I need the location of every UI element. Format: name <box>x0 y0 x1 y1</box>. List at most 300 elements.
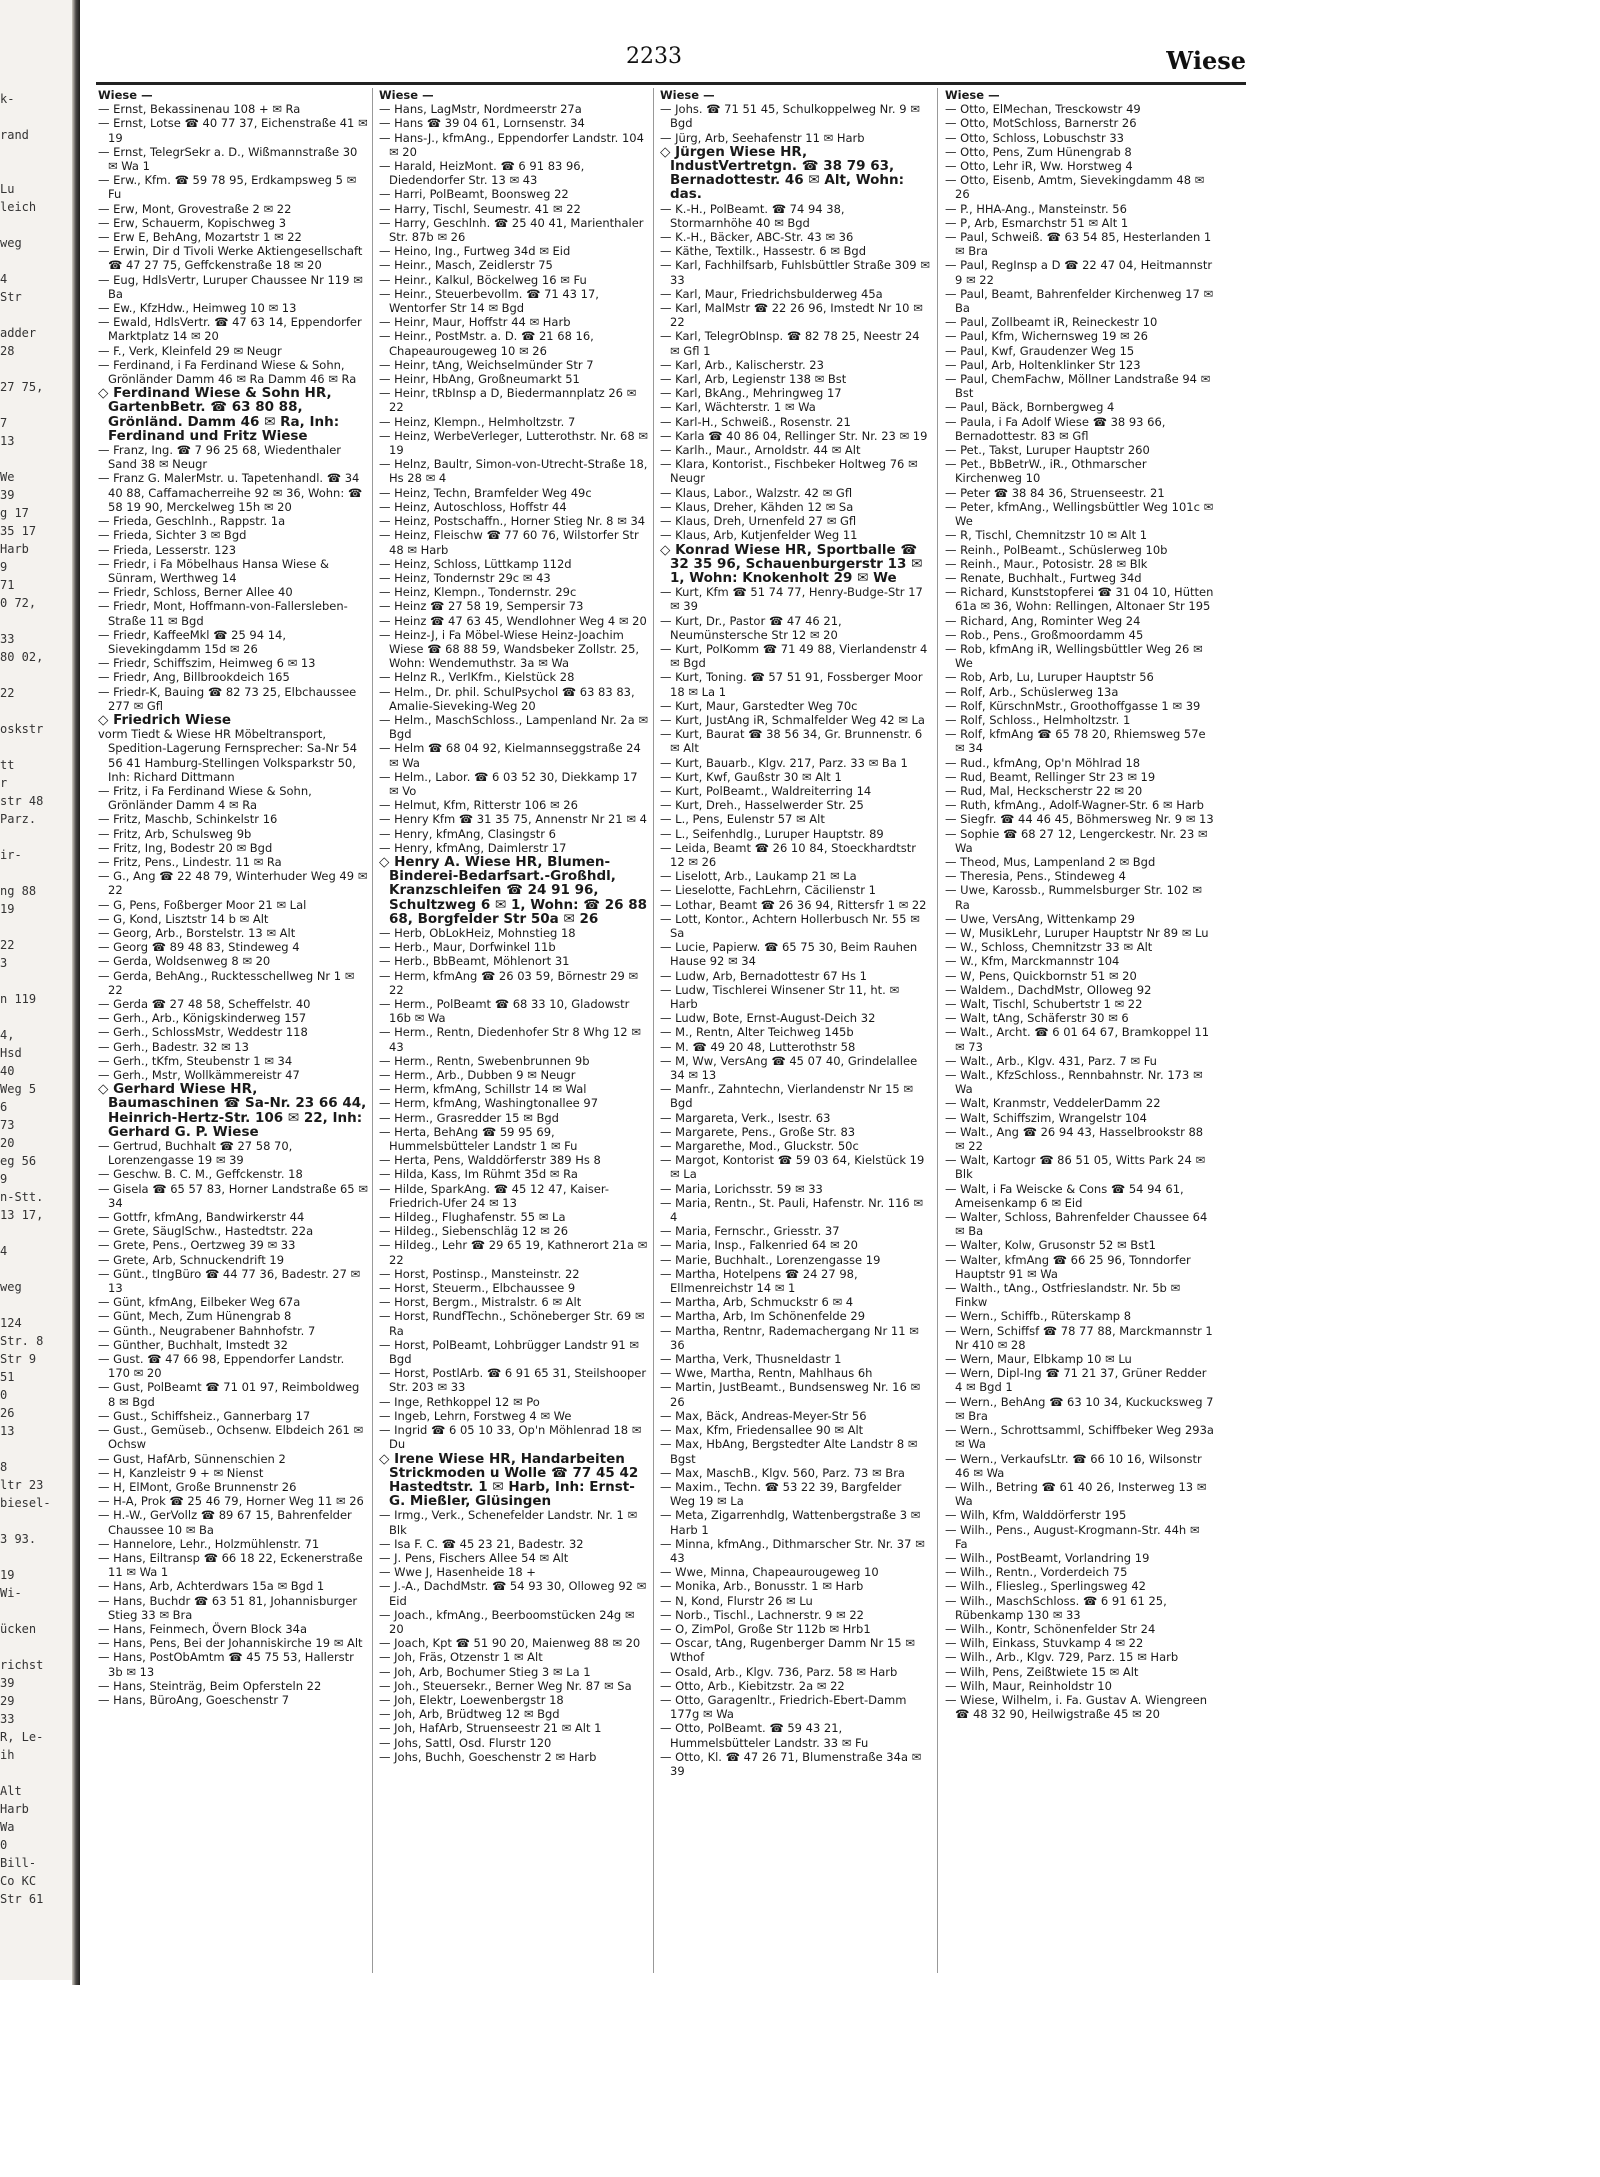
directory-entry: — Gerh., SchlossMstr, Weddestr 118 <box>98 1025 308 1040</box>
directory-entry: — Rolf, KürschnMstr., Groothoffgasse 1 ✉ 39 <box>945 698 1201 713</box>
directory-entry: — Maria, Rentn., St. Pauli, Hafenstr. Nr. 116 ✉ 4 <box>660 1195 924 1225</box>
directory-entry: — Isa F. C. ☎ 45 23 21, Badestr. 32 <box>379 1536 584 1551</box>
left-fragment: Str <box>0 290 22 304</box>
directory-entry: — Herm, kfmAng, Schillstr 14 ✉ Wal <box>379 1082 587 1097</box>
directory-entry: — W., Schloss, Chemnitzstr 33 ✉ Alt <box>945 940 1153 955</box>
left-fragment: Lu <box>0 182 15 196</box>
directory-entry: — Otto, Lehr iR, Ww. Horstweg 4 <box>945 159 1133 174</box>
directory-entry: — Gust., Gemüseb., Ochsenw. Elbdeich 261 ✉ Ochsw <box>98 1423 364 1452</box>
directory-entry: — Ernst, Lotse ☎ 40 77 37, Eichenstraße 41 ✉ 19 <box>98 116 368 145</box>
directory-entry: — Paul, Schweiß. ☎ 63 54 85, Hesterlanden 1 ✉ Bra <box>945 230 1212 259</box>
directory-entry: — Lott, Kontor., Achtern Hollerbusch Nr. 55 ✉ Sa <box>660 911 920 940</box>
directory-entry: — Gisela ☎ 65 57 83, Horner Landstraße 65 ✉ 34 <box>98 1181 368 1210</box>
left-fragment <box>0 360 70 378</box>
left-fragment: Co KC <box>0 1874 37 1888</box>
left-fragment: Weg 5 <box>0 1082 37 1096</box>
left-fragment: 71 <box>0 578 15 592</box>
left-fragment: ltr 23 <box>0 1478 44 1492</box>
left-fragment <box>0 864 70 882</box>
left-fragment <box>0 828 70 846</box>
left-fragment: k- <box>0 92 15 106</box>
header-rule <box>96 82 1246 85</box>
directory-entry: — Theresia, Pens., Stindeweg 4 <box>945 869 1126 884</box>
directory-entry: — Frieda, Geschlnh., Rappstr. 1a <box>98 514 286 529</box>
directory-entry: — Margareta, Verk., Isestr. 63 <box>660 1110 831 1125</box>
directory-entry: — Karl-H., Schweiß., Rosenstr. 21 <box>660 414 851 429</box>
directory-entry: — Reinh., PolBeamt., Schüslerweg 10b <box>945 542 1168 557</box>
directory-entry: — Helnz R., VerlKfm., Kielstück 28 <box>379 670 575 685</box>
left-fragment: n 119 <box>0 992 37 1006</box>
left-fragment: ng 88 <box>0 884 37 898</box>
directory-entry: — Harri, PolBeamt, Boonsweg 22 <box>379 187 569 202</box>
directory-entry: — Martha, Arb, Schmuckstr 6 ✉ 4 <box>660 1295 854 1310</box>
directory-entry: — M. ☎ 49 20 48, Lutterothstr 58 <box>660 1039 856 1054</box>
directory-entry: — R, Tischl, Chemnitzstr 10 ✉ Alt 1 <box>945 528 1148 543</box>
directory-entry: — Richard, Kunststopferei ☎ 31 04 10, Hütten 61a ✉ 36, Wohn: Rellingen, Altonaer Str 195 <box>945 585 1214 614</box>
directory-entry: — Helm., Dr. phil. SchulPsychol ☎ 63 83 83, Amalie-Sieveking-Weg 20 <box>379 684 635 713</box>
directory-entry: — Ernst, Bekassinenau 108 + ✉ Ra <box>98 102 301 117</box>
left-fragment: 7 <box>0 416 8 430</box>
directory-entry: — Waldem., DachdMstr, Olloweg 92 <box>945 982 1152 997</box>
left-fragment: leich <box>0 200 37 214</box>
directory-entry: — Karl, Arb., Kalischerstr. 23 <box>660 357 824 372</box>
directory-entry: — Heinr, Maur, Hoffstr 44 ✉ Harb <box>379 315 571 330</box>
directory-entry: — Karl, Maur, Friedrichsbulderweg 45a <box>660 286 883 301</box>
directory-entry: — Max, Kfm, Friedensallee 90 ✉ Alt <box>660 1423 864 1438</box>
column-divider <box>937 88 938 1973</box>
directory-entry: — Wilh, Kfm, Walddörferstr 195 <box>945 1508 1127 1523</box>
directory-entry: — Wern, Maur, Elbkamp 10 ✉ Lu <box>945 1352 1132 1367</box>
directory-entry: — Gust., Schiffsheiz., Gannerbarg 17 <box>98 1408 311 1423</box>
directory-entry: — Wilh, Pens, Zeißtwiete 15 ✉ Alt <box>945 1664 1139 1679</box>
left-fragment: g 17 <box>0 506 29 520</box>
directory-entry: — Heinr., Masch, Zeidlerstr 75 <box>379 258 553 273</box>
left-fragment: 33 <box>0 632 15 646</box>
left-fragment <box>0 1008 70 1026</box>
left-fragment <box>0 216 70 234</box>
left-fragment: Str. 8 <box>0 1334 44 1348</box>
directory-entry: — Otto, Arb., Kiebitzstr. 2a ✉ 22 <box>660 1678 845 1693</box>
directory-entry: — Ludw, Bote, Ernst-August-Deich 32 <box>660 1011 876 1026</box>
left-fragment: 39 <box>0 1676 15 1690</box>
left-fragment: 33 <box>0 1712 15 1726</box>
directory-entry: — Paul, Kwf, Graudenzer Weg 15 <box>945 343 1135 358</box>
directory-entry: — Harry, Geschlnh. ☎ 25 40 41, Marienthaler Str. 87b ✉ 26 <box>379 215 644 245</box>
directory-entry: — Otto, ElMechan, Tresckowstr 49 <box>945 102 1141 117</box>
directory-entry: — Wilh., PostBeamt, Vorlandring 19 <box>945 1550 1150 1565</box>
directory-entry: — Herta, BehAng ☎ 59 95 69, Hummelsbütteler Landstr 1 ✉ Fu <box>379 1124 578 1154</box>
column-head: Wiese — <box>379 88 434 102</box>
directory-entry: — Hans, LagMstr, Nordmeerstr 27a <box>379 102 582 117</box>
left-fragment: 29 <box>0 1694 15 1708</box>
directory-entry: — Hilda, Kass, Im Rühmt 35d ✉ Ra <box>379 1167 578 1182</box>
directory-entry: — Joh, Arb, Brüdtweg 12 ✉ Bgd <box>379 1707 560 1722</box>
book-gutter <box>72 0 80 1990</box>
directory-entry: — Erw, Mont, Grovestraße 2 ✉ 22 <box>98 201 292 216</box>
directory-entry: — Wilh., MaschSchloss. ☎ 6 91 61 25, Rübenkamp 130 ✉ 33 <box>945 1593 1167 1622</box>
directory-entry: — W, MusikLehr, Luruper Hauptstr Nr 89 ✉ Lu <box>945 925 1209 940</box>
directory-entry: — Lieselotte, FachLehrn, Cäcilienstr 1 <box>660 883 876 898</box>
directory-entry: — Paul, Kfm, Wichernsweg 19 ✉ 26 <box>945 329 1148 344</box>
directory-column-4 <box>945 88 1215 1973</box>
directory-entry: — Martha, Arb, Im Schönenfelde 29 <box>660 1309 866 1324</box>
directory-entry: — Wilh., Kontr, Schönenfelder Str 24 <box>945 1621 1156 1636</box>
left-fragment: 22 <box>0 938 15 952</box>
directory-entry: — W., Kfm, Marckmannstr 104 <box>945 954 1120 969</box>
directory-entry: — Erw., Kfm. ☎ 59 78 95, Erdkampsweg 5 ✉ Fu <box>98 173 357 202</box>
directory-entry: — Margarete, Pens., Große Str. 83 <box>660 1124 856 1139</box>
directory-entry: — Maria, Insp., Falkenried 64 ✉ 20 <box>660 1238 858 1253</box>
left-fragment: rand <box>0 128 29 142</box>
left-fragment <box>0 1602 70 1620</box>
directory-entry: — Wilh, Maur, Reinholdstr 10 <box>945 1678 1112 1693</box>
directory-entry: — Hans, Steinträg, Beim Opfersteln 22 <box>98 1678 322 1693</box>
directory-entry: — Heinz, Fleischw ☎ 77 60 76, Wilstorfer Str 48 ✉ Harb <box>379 528 639 557</box>
directory-entry: — Rob., Pens., Großmoordamm 45 <box>945 627 1144 642</box>
directory-entry: — Karlh., Maur., Arnoldstr. 44 ✉ Alt <box>660 443 861 458</box>
directory-entry: — Walt, Tischl, Schubertstr 1 ✉ 22 <box>945 997 1143 1011</box>
directory-entry: — Max, Bäck, Andreas-Meyer-Str 56 <box>660 1408 867 1423</box>
directory-entry: — Wwe J, Hasenheide 18 + <box>379 1565 536 1580</box>
directory-entry: — Kurt, Bauarb., Klgv. 217, Parz. 33 ✉ Ba 1 <box>660 755 908 770</box>
directory-entry: — M., Rentn, Alter Teichweg 145b <box>660 1025 854 1040</box>
directory-entry: — L., Pens, Eulenstr 57 ✉ Alt <box>660 812 825 827</box>
left-fragment: 27 75, <box>0 380 44 394</box>
left-fragment <box>0 612 70 630</box>
directory-entry: — Günt., tIngBüro ☎ 44 77 36, Badestr. 27 ✉ 13 <box>98 1266 361 1296</box>
directory-entry: — Heinr, tRbInsp a D, Biedermannplatz 26 ✉ 22 <box>379 386 637 415</box>
directory-entry: — Walt., KfzSchloss., Rennbahnstr. Nr. 173 ✉ Wa <box>945 1068 1203 1097</box>
directory-entry: — Lucie, Papierw. ☎ 65 75 30, Beim Rauhen Hause 92 ✉ 34 <box>660 940 918 969</box>
directory-entry: — Johs, Buchh, Goeschenstr 2 ✉ Harb <box>379 1749 597 1764</box>
left-fragment: Bill- <box>0 1856 37 1870</box>
left-fragment <box>0 918 70 936</box>
directory-entry: — Karl, TelegrObInsp. ☎ 82 78 25, Neestr 24 ✉ Gfl 1 <box>660 329 920 358</box>
directory-entry: — Ernst, TelegrSekr a. D., Wißmannstraße 30 ✉ Wa 1 <box>98 144 358 174</box>
directory-entry: — Martin, JustBeamt., Bundsensweg Nr. 16 ✉ 26 <box>660 1380 921 1409</box>
directory-entry: — Rolf, Schloss., Helmholtzstr. 1 <box>945 712 1131 727</box>
left-fragment: Wa <box>0 1820 15 1834</box>
left-fragment <box>0 1440 70 1458</box>
directory-entry: — Otto, Pens, Zum Hünengrab 8 <box>945 144 1132 159</box>
directory-entry: — Herb., BbBeamt, Möhlenort 31 <box>379 954 570 969</box>
left-fragment: ir- <box>0 848 22 862</box>
directory-entry: — Paul, RegInsp a D ☎ 22 47 04, Heitmannstr 9 ✉ 22 <box>945 258 1213 287</box>
directory-entry: — Harry, Tischl, Seumestr. 41 ✉ 22 <box>379 201 581 216</box>
directory-entry: — K.-H., PolBeamt. ☎ 74 94 38, Stormarnhöhe 40 ✉ Bgd <box>660 201 845 230</box>
directory-entry: — Heinr, HbAng, Großneumarkt 51 <box>379 372 580 387</box>
directory-entry: — Martha, Hotelpens ☎ 24 27 98, Ellmenreichstr 14 ✉ 1 <box>660 1266 858 1296</box>
directory-entry: — Ew., KfzHdw., Heimweg 10 ✉ 13 <box>98 301 297 316</box>
left-fragment: Harb <box>0 1802 29 1816</box>
directory-entry: — Herm, kfmAng, Washingtonallee 97 <box>379 1096 599 1111</box>
directory-entry: — G, Pens, Foßberger Moor 21 ✉ Lal <box>98 897 307 912</box>
directory-entry: — Renate, Buchhalt., Furtweg 34d <box>945 570 1142 585</box>
directory-entry: — Fritz, Maschb, Schinkelstr 16 <box>98 812 278 827</box>
directory-entry: — Walt, Schiffszim, Wrangelstr 104 <box>945 1110 1147 1125</box>
left-fragment: Parz. <box>0 812 37 826</box>
directory-column-1 <box>98 88 368 1973</box>
left-fragment: Str 9 <box>0 1352 37 1366</box>
directory-entry: — Kurt, Dreh., Hasselwerder Str. 25 <box>660 798 864 813</box>
directory-entry: — Manfr., Zahntechn, Vierlandenstr Nr 15 ✉ Bgd <box>660 1082 913 1111</box>
directory-entry: — Walter, Kolw, Grusonstr 52 ✉ Bst1 <box>945 1238 1156 1253</box>
directory-entry: — Kurt, Toning. ☎ 57 51 91, Fossberger Moor 18 ✉ La 1 <box>660 670 923 699</box>
directory-entry: — Walt, tAng, Schäferstr 30 ✉ 6 <box>945 1011 1129 1026</box>
directory-entry: — Friedr, Mont, Hoffmann-von-Fallersleben-Straße 11 ✉ Bgd <box>98 599 348 628</box>
directory-entry: — Walter, kfmAng ☎ 66 25 96, Tonndorfer Hauptstr 91 ✉ Wa <box>945 1252 1191 1281</box>
directory-entry: — Joach, Kpt ☎ 51 90 20, Maienweg 88 ✉ 20 <box>379 1636 641 1651</box>
directory-entry: — Friedr, Schiffszim, Heimweg 6 ✉ 13 <box>98 656 316 671</box>
left-fragment <box>0 306 70 324</box>
directory-entry: — Heinr., Kalkul, Böckelweg 16 ✉ Fu <box>379 272 587 287</box>
page-number: 2233 <box>626 44 682 69</box>
directory-entry: — Friedr, i Fa Möbelhaus Hansa Wiese & Sünram, Werthweg 14 <box>98 556 329 585</box>
column-head: Wiese — <box>945 88 1000 102</box>
directory-entry: — Marie, Buchhalt., Lorenzengasse 19 <box>660 1252 881 1267</box>
directory-entry: — Gerh., tKfm, Steubenstr 1 ✉ 34 <box>98 1053 293 1068</box>
left-fragment: 3 93. <box>0 1532 37 1546</box>
directory-entry: — Joh., Steuersekr., Berner Weg Nr. 87 ✉ Sa <box>379 1678 632 1693</box>
directory-entry: — Joh, Elektr, Loewenbergstr 18 <box>379 1692 564 1707</box>
directory-entry: — Herta, Pens, Walddörferstr 389 Hs 8 <box>379 1153 601 1168</box>
directory-entry: — Friedr, Schloss, Berner Allee 40 <box>98 585 293 600</box>
directory-entry: — H, Kanzleistr 9 + ✉ Nienst <box>98 1465 264 1480</box>
left-fragment: R, Le- <box>0 1730 44 1744</box>
directory-entry: — Paul, Zollbeamt iR, Reineckestr 10 <box>945 315 1158 330</box>
directory-entry: — Paul, ChemFachw, Möllner Landstraße 94 ✉ Bst <box>945 372 1211 401</box>
directory-entry: — Harald, HeizMont. ☎ 6 91 83 96, Diedendorfer Str. 13 ✉ 43 <box>379 159 585 188</box>
directory-entry: — Walt, i Fa Weiscke & Cons ☎ 54 94 61, Ameisenkamp 6 ✉ Eid <box>945 1181 1184 1210</box>
left-fragment: 0 <box>0 1838 8 1852</box>
left-fragment: oskstr <box>0 722 44 736</box>
directory-entry: — H, ElMont, Große Brunnenstr 26 <box>98 1479 297 1494</box>
directory-entry: — Uwe, Karossb., Rummelsburger Str. 102 ✉ Ra <box>945 883 1202 912</box>
left-fragment: r <box>0 776 8 790</box>
directory-entry: — Hildeg., Lehr ☎ 29 65 19, Kathnerort 21a ✉ 22 <box>379 1238 648 1267</box>
left-fragment <box>0 1224 70 1242</box>
directory-entry: — Wilh., Arb., Klgv. 729, Parz. 15 ✉ Harb <box>945 1650 1179 1665</box>
directory-entry: — Günther, Buchhalt, Imstedt 32 <box>98 1337 288 1352</box>
directory-entry: — L., Seifenhdlg., Luruper Hauptstr. 89 <box>660 826 884 841</box>
left-fragment: Harb <box>0 542 29 556</box>
left-fragment <box>0 252 70 270</box>
directory-entry: — Geschw. B. C. M., Geffckenstr. 18 <box>98 1167 303 1182</box>
left-fragment: biesel- <box>0 1496 51 1510</box>
directory-entry: — G, Kond, Lisztstr 14 b ✉ Alt <box>98 911 269 926</box>
left-fragment: 6 <box>0 1100 8 1114</box>
directory-entry: — Horst, RundfTechn., Schöneberger Str. 69 ✉ Ra <box>379 1309 645 1338</box>
directory-entry: — Irmg., Verk., Schenefelder Landstr. Nr. 1 ✉ Blk <box>379 1508 638 1537</box>
directory-entry: — Hans, Arb, Achterdwars 15a ✉ Bgd 1 <box>98 1579 325 1594</box>
left-fragment: 35 17 <box>0 524 37 538</box>
directory-entry: — Reinh., Maur., Potosistr. 28 ✉ Blk <box>945 556 1148 571</box>
margin-right <box>1258 0 1600 2177</box>
directory-entry: — Fritz, Pens., Lindestr. 11 ✉ Ra <box>98 854 282 869</box>
directory-entry: — Käthe, Textilk., Hassestr. 6 ✉ Bgd <box>660 244 866 259</box>
directory-entry: — Rolf, Arb., Schüslerweg 13a <box>945 684 1119 699</box>
directory-entry: — Herb, ObLokHeiz, Mohnstieg 18 <box>379 925 576 940</box>
left-fragment: 0 <box>0 1388 8 1402</box>
directory-entry: — J. Pens, Fischers Allee 54 ✉ Alt <box>379 1550 569 1565</box>
left-fragment: 124 <box>0 1316 22 1330</box>
left-fragment: 20 <box>0 1136 15 1150</box>
left-fragment: str 48 <box>0 794 44 808</box>
left-fragment: 39 <box>0 488 15 502</box>
directory-entry: — Fritz, Arb, Schulsweg 9b <box>98 826 252 841</box>
directory-entry: — W, Pens, Quickbornstr 51 ✉ 20 <box>945 968 1137 983</box>
left-fragment: 13 <box>0 1424 15 1438</box>
directory-entry: — Walt., Ang ☎ 26 94 43, Hasselbrookstr 88 ✉ 22 <box>945 1124 1204 1154</box>
directory-entry: ◇ Friedrich Wiese <box>98 711 232 728</box>
left-fragment: 0 72, <box>0 596 37 610</box>
directory-entry: — Heinz ☎ 27 58 19, Sempersir 73 <box>379 599 584 614</box>
directory-entry: — Hans-J., kfmAng., Eppendorfer Landstr. 104 ✉ 20 <box>379 130 644 159</box>
directory-entry: — Heino, Ing., Furtweg 34d ✉ Eid <box>379 244 571 259</box>
directory-entry: — Klaus, Labor., Walzstr. 42 ✉ Gfl <box>660 485 853 500</box>
directory-entry: — Hans, Buchdr ☎ 63 51 81, Johannisburger Stieg 33 ✉ Bra <box>98 1593 358 1622</box>
directory-entry: — N, Kond, Flurstr 26 ✉ Lu <box>660 1593 813 1608</box>
directory-entry: — Klaus, Arb, Kutjenfelder Weg 11 <box>660 528 858 543</box>
directory-entry: — Wern, Dipl-Ing ☎ 71 21 37, Grüner Redder 4 ✉ Bgd 1 <box>945 1366 1207 1395</box>
directory-entry: — Minna, kfmAng., Dithmarscher Str. Nr. 37 ✉ 43 <box>660 1536 925 1565</box>
directory-entry: — Klaus, Dreher, Kähden 12 ✉ Sa <box>660 499 854 514</box>
directory-entry: — P, Arb, Esmarchstr 51 ✉ Alt 1 <box>945 215 1129 230</box>
running-head: Wiese <box>1166 46 1246 75</box>
directory-entry: — Friedr-K, Bauing ☎ 82 73 25, Elbchaussee 277 ✉ Gfl <box>98 684 357 713</box>
directory-entry: — Uwe, VersAng, Wittenkamp 29 <box>945 911 1135 926</box>
left-fragment <box>0 162 70 180</box>
left-fragment: We <box>0 470 15 484</box>
left-fragment: Hsd <box>0 1046 22 1060</box>
directory-entry: — Max, MaschB., Klgv. 560, Parz. 73 ✉ Bra <box>660 1465 905 1480</box>
directory-entry: — Heinz, Tondernstr 29c ✉ 43 <box>379 570 551 585</box>
directory-entry: — Gerh., Arb., Königskinderweg 157 <box>98 1011 307 1026</box>
directory-entry: — Joh, Fräs, Otzenstr 1 ✉ Alt <box>379 1650 543 1665</box>
directory-entry: — Herm., Rentn, Swebenbrunnen 9b <box>379 1053 590 1068</box>
directory-entry: — Georg, Arb., Borstelstr. 13 ✉ Alt <box>98 925 296 940</box>
directory-entry: — Heinr, tAng, Weichselmünder Str 7 <box>379 357 594 372</box>
left-fragment <box>0 1512 70 1530</box>
directory-entry: — Hans ☎ 39 04 61, Lornsenstr. 34 <box>379 116 585 131</box>
directory-entry: — Otto, Garagenltr., Friedrich-Ebert-Damm 177g ✉ Wa <box>660 1692 907 1722</box>
directory-entry: — Oscar, tAng, Rugenberger Damm Nr 15 ✉ Wthof <box>660 1636 915 1665</box>
directory-entry: — Maxim., Techn. ☎ 53 22 39, Bargfelder Weg 19 ✉ La <box>660 1479 902 1509</box>
left-fragment: 26 <box>0 1406 15 1420</box>
left-fragment: eg 56 <box>0 1154 37 1168</box>
directory-entry: — Karla ☎ 40 86 04, Rellinger Str. Nr. 23 ✉ 19 <box>660 428 928 443</box>
directory-entry: — Erw E, BehAng, Mozartstr 1 ✉ 22 <box>98 230 302 245</box>
directory-entry: — Walt., Arb., Klgv. 431, Parz. 7 ✉ Fu <box>945 1053 1157 1068</box>
directory-entry: — Fritz, i Fa Ferdinand Wiese & Sohn, Grönländer Damm 4 ✉ Ra <box>98 783 312 813</box>
left-page-fragments <box>0 90 70 1908</box>
directory-entry: — F., Verk, Kleinfeld 29 ✉ Neugr <box>98 343 282 358</box>
directory-entry: — Wiese, Wilhelm, i. Fa. Gustav A. Wiengreen ☎ 48 32 90, Heilwigstraße 45 ✉ 20 <box>945 1692 1208 1722</box>
directory-entry: — Eug, HdlsVertr, Luruper Chaussee Nr 119 ✉ Ba <box>98 272 363 301</box>
directory-entry: — Gust, PolBeamt ☎ 71 01 97, Reimboldweg 8 ✉ Bgd <box>98 1380 360 1409</box>
left-fragment: 51 <box>0 1370 15 1384</box>
left-fragment: 3 <box>0 956 8 970</box>
directory-entry: — Karl, BkAng., Mehringweg 17 <box>660 386 842 401</box>
directory-entry: — Frieda, Lesserstr. 123 <box>98 542 237 557</box>
directory-entry: — Ruth, kfmAng., Adolf-Wagner-Str. 6 ✉ Harb <box>945 798 1204 813</box>
directory-entry: — Heinz, Postschaffn., Horner Stieg Nr. 8 ✉ 34 <box>379 514 646 529</box>
directory-entry: — Wwe, Martha, Rentn, Mahlhaus 6h <box>660 1366 873 1381</box>
left-fragment: 13 17, <box>0 1208 44 1222</box>
directory-entry: — Otto, Kl. ☎ 47 26 71, Blumenstraße 34a ✉ 39 <box>660 1749 922 1778</box>
left-fragment: 4 <box>0 272 8 286</box>
directory-entry: — Walt, Kartogr ☎ 86 51 05, Witts Park 24 ✉ Blk <box>945 1153 1206 1182</box>
directory-entry: — Gust. ☎ 47 66 98, Eppendorfer Landstr. 170 ✉ 20 <box>98 1352 345 1381</box>
directory-entry: — Meta, Zigarrenhdlg, Wattenbergstraße 3 ✉ Harb 1 <box>660 1508 921 1537</box>
directory-entry: — Paul, Arb, Holtenklinker Str 123 <box>945 357 1141 372</box>
left-fragment: 9 <box>0 560 8 574</box>
directory-entry: — Wwe, Minna, Chapeaurougeweg 10 <box>660 1565 879 1580</box>
directory-entry: — Gust, HafArb, Sünnenschien 2 <box>98 1451 286 1466</box>
directory-entry: — Heinz, Klempn., Tondernstr. 29c <box>379 585 577 600</box>
directory-entry: — Kurt, PolKomm ☎ 71 49 88, Vierlandenstr 4 ✉ Bgd <box>660 641 928 671</box>
directory-entry: ◇ Henry A. Wiese HR, Blumen-Binderei-Bedarfsart.-Großhdl, Kranzschleifen ☎ 24 91 96, Schultzweg 6 ✉ 1, Wohn: ☎ 26 88 68, Borgfelder Str 50a ✉ 26 <box>379 853 647 927</box>
column-divider <box>372 88 373 1973</box>
left-fragment <box>0 450 70 468</box>
directory-entry: — Joh, HafArb, Struenseestr 21 ✉ Alt 1 <box>379 1721 602 1736</box>
directory-entry: — Pet., BbBetrW., iR., Othmarscher Kirchenweg 10 <box>945 457 1147 486</box>
directory-entry: — Herm., PolBeamt ☎ 68 33 10, Gladowstr 16b ✉ Wa <box>379 997 630 1026</box>
directory-entry: vorm Tiedt & Wiese HR Möbeltransport, Spedition-Lagerung Fernsprecher: Sa-Nr 54 56 41 Hamburg-Stellingen Volksparkstr 50, Inh: Richard Dittmann <box>98 727 358 784</box>
left-fragment: Wi- <box>0 1586 22 1600</box>
directory-entry: ◇ Konrad Wiese HR, Sportballe ☎ 32 35 96, Schauenburgerstr 13 ✉ 1, Wohn: Knokenholt 29 ✉ We <box>660 541 923 586</box>
left-fragment: Str 61 <box>0 1892 44 1906</box>
directory-entry: — Wern., VerkaufsLtr. ☎ 66 10 16, Wilsonstr 46 ✉ Wa <box>945 1451 1202 1480</box>
directory-entry: — Kurt, PolBeamt., Waldreiterring 14 <box>660 783 872 798</box>
directory-entry: — Grete, Arb, Schnuckendrift 19 <box>98 1252 285 1267</box>
directory-entry: — Paul, Beamt, Bahrenfelder Kirchenweg 17 ✉ Ba <box>945 286 1214 316</box>
directory-entry: — Hans, Feinmech, Övern Block 34a <box>98 1621 308 1636</box>
directory-entry: — Peter, kfmAng., Wellingsbüttler Weg 101c ✉ We <box>945 499 1214 529</box>
left-fragment <box>0 972 70 990</box>
left-page-edge <box>0 0 78 1980</box>
directory-entry: — Johs, Sattl, Osd. Flurstr 120 <box>379 1735 552 1750</box>
left-fragment: 22 <box>0 686 15 700</box>
directory-entry: — Ludw, Tischlerei Winsener Str 11, ht. ✉ Harb <box>660 982 900 1011</box>
directory-entry: ◇ Ferdinand Wiese & Sohn HR, GartenbBetr. ☎ 63 80 88, Grönländ. Damm 46 ✉ Ra, Inh: Ferdinand und Fritz Wiese <box>98 385 340 444</box>
directory-column-3 <box>660 88 930 1973</box>
directory-entry: — P., HHA-Ang., Mansteinstr. 56 <box>945 201 1127 216</box>
directory-entry: — Ingrid ☎ 6 05 10 33, Op'n Möhlenrad 18 ✉ Du <box>379 1423 642 1452</box>
directory-entry: — Hilde, SparkAng. ☎ 45 12 47, Kaiser-Friedrich-Ufer 24 ✉ 13 <box>379 1181 609 1210</box>
directory-entry: — Joh, Arb, Bochumer Stieg 3 ✉ La 1 <box>379 1664 591 1679</box>
directory-entry: — Gerda, Woldsenweg 8 ✉ 20 <box>98 954 271 969</box>
directory-entry: — Ingeb, Lehrn, Forstweg 4 ✉ We <box>379 1408 572 1423</box>
directory-entry: — Erwin, Dir d Tivoli Werke Aktiengesellschaft ☎ 47 27 75, Geffckenstraße 18 ✉ 20 <box>98 244 363 273</box>
directory-entry: — Kurt, Kfm ☎ 51 74 77, Henry-Budge-Str 17 ✉ 39 <box>660 585 923 614</box>
directory-entry: — Horst, PolBeamt, Lohbrügger Landstr 91 ✉ Bgd <box>379 1337 639 1367</box>
left-fragment: 80 02, <box>0 650 44 664</box>
left-fragment <box>0 738 70 756</box>
directory-entry: ◇ Irene Wiese HR, Handarbeiten Strickmoden u Wolle ☎ 77 45 42 Hastedtstr. 1 ✉ Harb, Inh: Ernst-G. Mießler, Glüsingen <box>379 1450 639 1510</box>
directory-entry: — Gertrud, Buchhalt ☎ 27 58 70, Lorenzengasse 19 ✉ 39 <box>98 1139 293 1168</box>
directory-entry: — G., Ang ☎ 22 48 79, Winterhuder Weg 49 ✉ 22 <box>98 869 368 898</box>
directory-entry: — Hans, Pens, Bei der Johanniskirche 19 ✉ Alt <box>98 1636 363 1651</box>
directory-entry: — Leida, Beamt ☎ 26 10 84, Stoeckhardtstr 12 ✉ 26 <box>660 840 916 869</box>
directory-entry: — Erw, Schauerm, Kopischweg 3 <box>98 215 287 230</box>
directory-entry: — Franz, Ing. ☎ 7 96 25 68, Wiedenthaler Sand 38 ✉ Neugr <box>98 443 342 472</box>
left-fragment: 73 <box>0 1118 15 1132</box>
directory-entry: — K.-H., Bäcker, ABC-Str. 43 ✉ 36 <box>660 230 854 245</box>
directory-entry: — Maria, Lorichsstr. 59 ✉ 33 <box>660 1181 823 1196</box>
directory-entry: — Karl, Fachhilfsarb, Fuhlsbüttler Straße 309 ✉ 33 <box>660 258 930 287</box>
left-fragment <box>0 702 70 720</box>
